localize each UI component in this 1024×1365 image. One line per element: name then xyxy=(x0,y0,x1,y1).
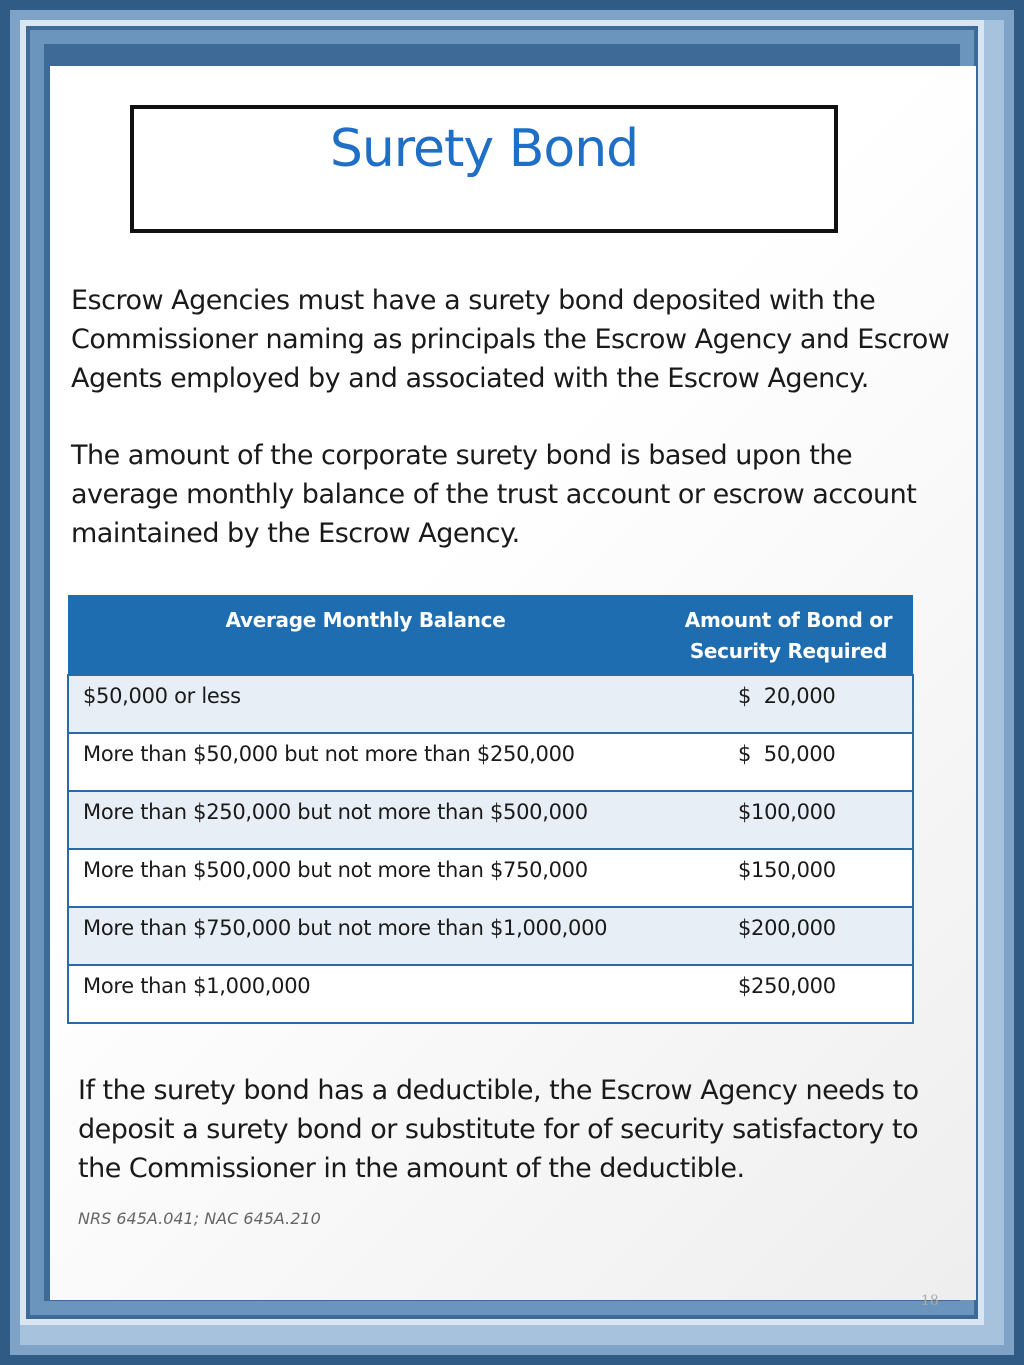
amount-cell: $100,000 xyxy=(664,791,913,849)
amount-cell: $150,000 xyxy=(664,849,913,907)
table-row xyxy=(68,675,913,733)
text-line: maintained by the Escrow Agency. xyxy=(71,518,520,549)
text-line: Agents employed by and associated with the Escrow Agency. xyxy=(71,363,869,394)
text-line: the Commissioner in the amount of the deductible. xyxy=(78,1153,745,1184)
text-line: Escrow Agencies must have a surety bond deposited with the xyxy=(71,285,876,316)
table-row xyxy=(68,733,913,791)
text-line: The amount of the corporate surety bond is based upon the xyxy=(71,440,853,471)
header-bond-line: Amount of Bond or xyxy=(684,608,893,632)
table-row xyxy=(68,907,913,965)
table-header-row xyxy=(68,595,913,675)
balance-cell: More than $50,000 but not more than $250,000 xyxy=(68,733,664,791)
header-bond-line: Security Required xyxy=(689,639,888,663)
header-bond-amount xyxy=(664,595,913,675)
amount-cell: $ 20,000 xyxy=(664,675,913,733)
page-title: Surety Bond xyxy=(329,119,639,179)
title-box xyxy=(130,105,838,233)
text-line: deposit a surety bond or substitute for of security satisfactory to xyxy=(78,1114,919,1145)
balance-cell: $50,000 or less xyxy=(68,675,664,733)
table-row xyxy=(68,965,913,1023)
balance-cell: More than $500,000 but not more than $750,000 xyxy=(68,849,664,907)
paragraph-bond-amount-basis xyxy=(71,436,951,553)
text-line: average monthly balance of the trust account or escrow account xyxy=(71,479,917,510)
amount-cell: $200,000 xyxy=(664,907,913,965)
table-row xyxy=(68,849,913,907)
bond-table xyxy=(67,595,914,1024)
header-average-monthly-balance: Average Monthly Balance xyxy=(68,595,664,675)
amount-cell: $250,000 xyxy=(664,965,913,1023)
amount-cell: $ 50,000 xyxy=(664,733,913,791)
paragraph-surety-requirement xyxy=(71,281,951,398)
page-number: 18 xyxy=(921,1293,939,1309)
statute-citation: NRS 645A.041; NAC 645A.210 xyxy=(78,1209,321,1228)
table-row xyxy=(68,791,913,849)
text-line: If the surety bond has a deductible, the Escrow Agency needs to xyxy=(78,1075,919,1106)
balance-cell: More than $1,000,000 xyxy=(68,965,664,1023)
balance-cell: More than $250,000 but not more than $500,000 xyxy=(68,791,664,849)
paragraph-deductible xyxy=(78,1071,958,1188)
text-line: Commissioner naming as principals the Escrow Agency and Escrow xyxy=(71,324,950,355)
balance-cell: More than $750,000 but not more than $1,000,000 xyxy=(68,907,664,965)
